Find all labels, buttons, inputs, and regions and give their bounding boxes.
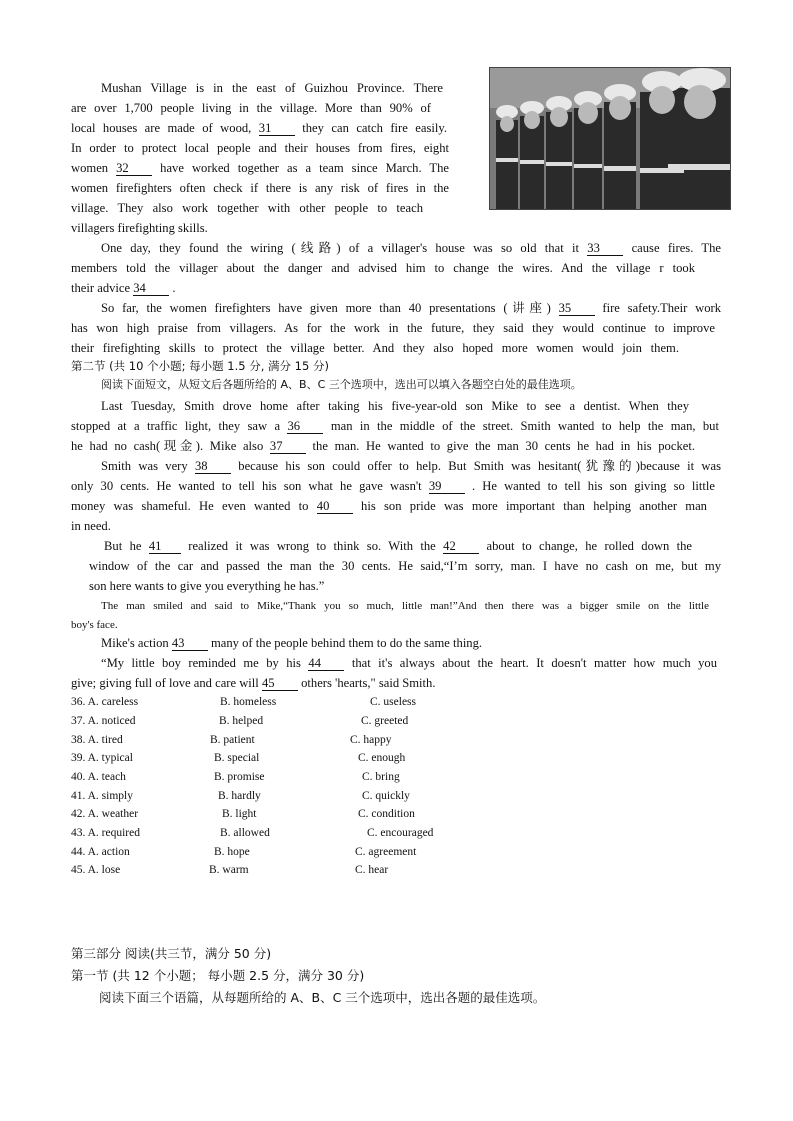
p1-line-7: village. They also work together with other people to teach [71,201,423,215]
blank-39[interactable]: 39 [429,479,465,494]
option-41-c[interactable]: C. quickly [362,790,410,802]
option-39-a[interactable]: 39. A. typical [71,752,133,764]
p1-line-6: women firefighters often check if there is any risk of fires in the [71,181,449,195]
option-45-c[interactable]: C. hear [355,864,389,876]
p1-line-9: One day, they found the wiring (线路) of a villager's house was so old that it 33 cause fires. The [101,241,721,255]
option-38-c[interactable]: C. happy [350,734,392,746]
blank-33[interactable]: 33 [587,241,623,256]
p1-line-1: Mushan Village is in the east of Guizhou Province. There [101,81,443,95]
blank-37[interactable]: 37 [270,439,306,454]
option-44-b[interactable]: B. hope [214,846,250,858]
option-45-a[interactable]: 45. A. lose [71,864,121,876]
section-2-instruction: 阅读下面短文，从短文后各题所给的 A、B、C 三个选项中，选出可以填入各题空白处的最佳选项。 [101,378,582,391]
option-37-a[interactable]: 37. A. noticed [71,715,136,727]
option-39-c[interactable]: C. enough [358,752,406,764]
option-40-b[interactable]: B. promise [214,771,265,783]
p1-line-8: villagers firefighting skills. [71,221,208,235]
option-43-a[interactable]: 43. A. required [71,827,140,839]
blank-36[interactable]: 36 [287,419,323,434]
p2-line-2: stopped at a traffic light, they saw a 36 man in the middle of the street. Smith wanted to help the man, but [71,419,719,433]
p1-line-5: women 32 have worked together as a team since March. The [71,161,449,175]
p1-line-13: has won high praise from villagers. As for the work in the future, they said they would continue to improve [71,321,715,335]
option-36-b[interactable]: B. homeless [220,696,277,708]
part-3-title: 第三部分 阅读(共三节，满分 50 分) [71,946,272,961]
blank-42[interactable]: 42 [443,539,479,554]
option-43-c[interactable]: C. encouraged [367,827,434,839]
option-38-b[interactable]: B. patient [210,734,255,746]
option-43-b[interactable]: B. allowed [220,827,270,839]
option-42-c[interactable]: C. condition [358,808,415,820]
option-40-a[interactable]: 40. A. teach [71,771,126,783]
option-41-b[interactable]: B. hardly [218,790,261,802]
option-37-c[interactable]: C. greeted [361,715,409,727]
option-44-c[interactable]: C. agreement [355,846,417,858]
p2-line-4: Smith was very 38 because his son could offer to help. But Smith was hesitant(犹豫的)because it was [101,459,722,473]
p1-line-14: their firefighting skills to protect the village better. And they also hoped more women would join them. [71,341,679,355]
p2-line-1: Last Tuesday, Smith drove home after taking his five-year-old son Mike to see a dentist. When they [101,399,689,413]
p2-line-3: he had no cash(现金). Mike also 37 the man. He wanted to give the man 30 cents he had in his pocket. [71,439,695,453]
option-36-c[interactable]: C. useless [370,696,416,708]
option-42-b[interactable]: B. light [222,808,257,820]
option-45-b[interactable]: B. warm [209,864,249,876]
option-39-b[interactable]: B. special [214,752,260,764]
p2-line-8: But he 41 realized it was wrong to think so. With the 42 about to change, he rolled down the [104,539,693,553]
p2-line-7: in need. [71,519,111,533]
part-3-section-1-title: 第一节 (共 12 个小题； 每小题 2.5 分，满分 30 分) [71,968,365,983]
option-36-a[interactable]: 36. A. careless [71,696,139,708]
p2-line-14: “My little boy reminded me by his 44 that it's always about the heart. It doesn't matter how much you [101,656,718,670]
option-38-a[interactable]: 38. A. tired [71,734,123,746]
firefighters-illustration [490,68,730,209]
p2-line-9: window of the car and passed the man the 30 cents. He said,“I’m sorry, man. I have no cash on me, but my [89,559,721,573]
p1-line-4: In order to protect local people and their houses from fires, eight [71,141,449,155]
option-41-a[interactable]: 41. A. simply [71,790,133,802]
blank-45[interactable]: 45 [262,676,298,691]
p1-line-10: members told the villager about the danger and advised him to change the wires. And the village r took [71,261,695,275]
p1-line-12: So far, the women firefighters have given more than 40 presentations (讲座) 35 fire safety.Their work [101,301,722,315]
blank-40[interactable]: 40 [317,499,353,514]
p2-line-5: only 30 cents. He wanted to tell his son what he gave wasn't 39 . He wanted to tell his son giving so little [71,479,716,493]
p2-line-6: money was shameful. He even wanted to 40 his son pride was more important than helping another man [71,499,707,513]
blank-34[interactable]: 34 [133,281,169,296]
p2-line-10: son here wants to give you everything he has.” [89,579,325,593]
blank-38[interactable]: 38 [195,459,231,474]
p1-line-2: are over 1,700 people living in the village. More than 90% of [71,101,431,115]
option-37-b[interactable]: B. helped [219,715,264,727]
p1-line-3: local houses are made of wood, 31 they can catch fire easily. [71,121,448,135]
option-42-a[interactable]: 42. A. weather [71,808,139,820]
p2-line-12: boy's face. [71,619,118,631]
p1-line-11: their advice 34 . [71,281,176,295]
p2-line-11: The man smiled and said to Mike,“Thank you so much, little man!”And then there was a bigger smile on the little [101,600,709,612]
blank-44[interactable]: 44 [308,656,344,671]
blank-41[interactable]: 41 [149,539,181,554]
firefighters-photo [489,67,731,210]
blank-32[interactable]: 32 [116,161,152,176]
part-3-instruction: 阅读下面三个语篇，从每题所给的 A、B、C 三个选项中，选出各题的最佳选项。 [99,990,546,1005]
option-40-c[interactable]: C. bring [362,771,400,783]
option-44-a[interactable]: 44. A. action [71,846,130,858]
p2-line-15: give; giving full of love and care will 45 others 'hearts," said Smith. [71,676,436,690]
blank-43[interactable]: 43 [172,636,208,651]
p2-line-13: Mike's action 43 many of the people behind them to do the same thing. [101,636,483,650]
blank-35[interactable]: 35 [559,301,595,316]
blank-31[interactable]: 31 [259,121,295,136]
section-2-title: 第二节 (共 10 个小题; 每小题 1.5 分, 满分 15 分) [71,359,329,373]
